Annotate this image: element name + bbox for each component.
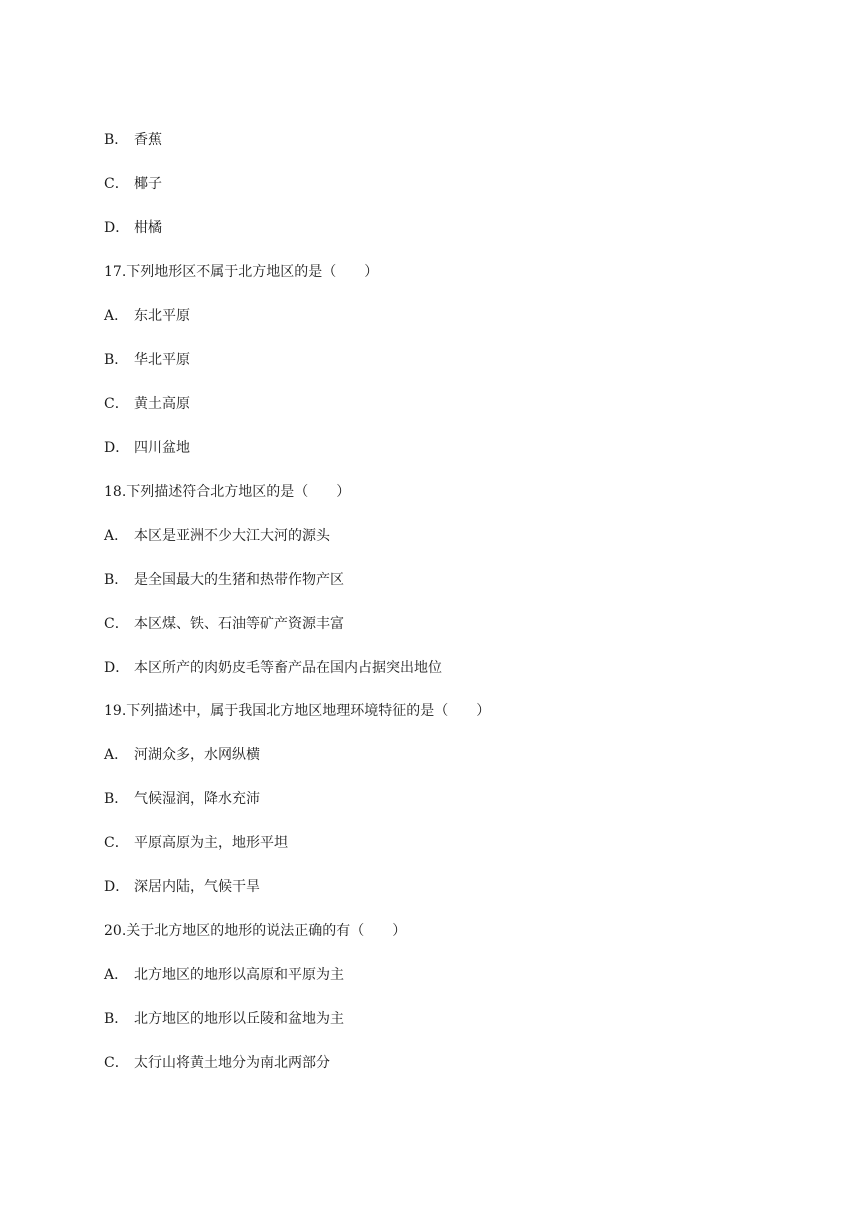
option-text: 北方地区的地形以丘陵和盆地为主 xyxy=(134,1011,344,1027)
option-text: 椰子 xyxy=(134,176,162,192)
option-line xyxy=(104,878,260,896)
option-text: 北方地区的地形以高原和平原为主 xyxy=(134,967,344,983)
option-letter: A． xyxy=(104,528,129,544)
option-line xyxy=(104,966,344,984)
option-text: 平原高原为主，地形平坦 xyxy=(134,835,288,851)
option-text: 气候湿润，降水充沛 xyxy=(134,791,260,807)
option-letter: C． xyxy=(104,616,129,632)
option-letter: D． xyxy=(104,879,130,895)
option-line xyxy=(104,834,288,852)
option-letter: B． xyxy=(104,1011,129,1027)
option-line xyxy=(104,1010,344,1028)
option-text: 香蕉 xyxy=(134,132,162,148)
option-line xyxy=(104,1054,330,1072)
option-line xyxy=(104,659,442,677)
option-text: 东北平原 xyxy=(134,308,190,324)
option-line xyxy=(104,175,162,193)
option-letter: D． xyxy=(104,220,130,236)
option-text: 本区所产的肉奶皮毛等畜产品在国内占据突出地位 xyxy=(134,660,442,676)
option-line xyxy=(104,307,190,325)
option-letter: C． xyxy=(104,396,129,412)
option-text: 本区是亚洲不少大江大河的源头 xyxy=(134,528,330,544)
option-text: 深居内陆，气候干旱 xyxy=(134,879,260,895)
option-line xyxy=(104,219,162,237)
option-letter: B． xyxy=(104,132,129,148)
option-line xyxy=(104,351,190,369)
question-text: 19.下列描述中，属于我国北方地区地理环境特征的是（ ） xyxy=(104,703,491,719)
question-text: 20.关于北方地区的地形的说法正确的有（ ） xyxy=(104,923,407,939)
option-letter: A． xyxy=(104,308,129,324)
option-letter: B． xyxy=(104,572,129,588)
question-text: 18.下列描述符合北方地区的是（ ） xyxy=(104,484,351,500)
option-line xyxy=(104,746,260,764)
option-letter: C． xyxy=(104,176,129,192)
option-text: 黄土高原 xyxy=(134,396,190,412)
option-letter: D． xyxy=(104,440,130,456)
option-text: 本区煤、铁、石油等矿产资源丰富 xyxy=(134,616,344,632)
option-letter: A． xyxy=(104,967,129,983)
option-line xyxy=(104,395,190,413)
option-text: 华北平原 xyxy=(134,352,190,368)
option-line xyxy=(104,571,344,589)
option-letter: A． xyxy=(104,747,129,763)
option-line xyxy=(104,439,190,457)
option-letter: B． xyxy=(104,791,129,807)
option-line xyxy=(104,790,260,808)
option-text: 太行山将黄土地分为南北两部分 xyxy=(134,1055,330,1071)
option-line xyxy=(104,527,330,545)
option-letter: B． xyxy=(104,352,129,368)
option-text: 柑橘 xyxy=(134,220,162,236)
option-letter: D． xyxy=(104,660,130,676)
option-text: 河湖众多，水网纵横 xyxy=(134,747,260,763)
option-line xyxy=(104,615,344,633)
option-text: 四川盆地 xyxy=(134,440,190,456)
option-letter: C． xyxy=(104,1055,129,1071)
option-text: 是全国最大的生猪和热带作物产区 xyxy=(134,572,344,588)
option-line xyxy=(104,131,162,149)
option-letter: C． xyxy=(104,835,129,851)
question-text: 17.下列地形区不属于北方地区的是（ ） xyxy=(104,264,379,280)
